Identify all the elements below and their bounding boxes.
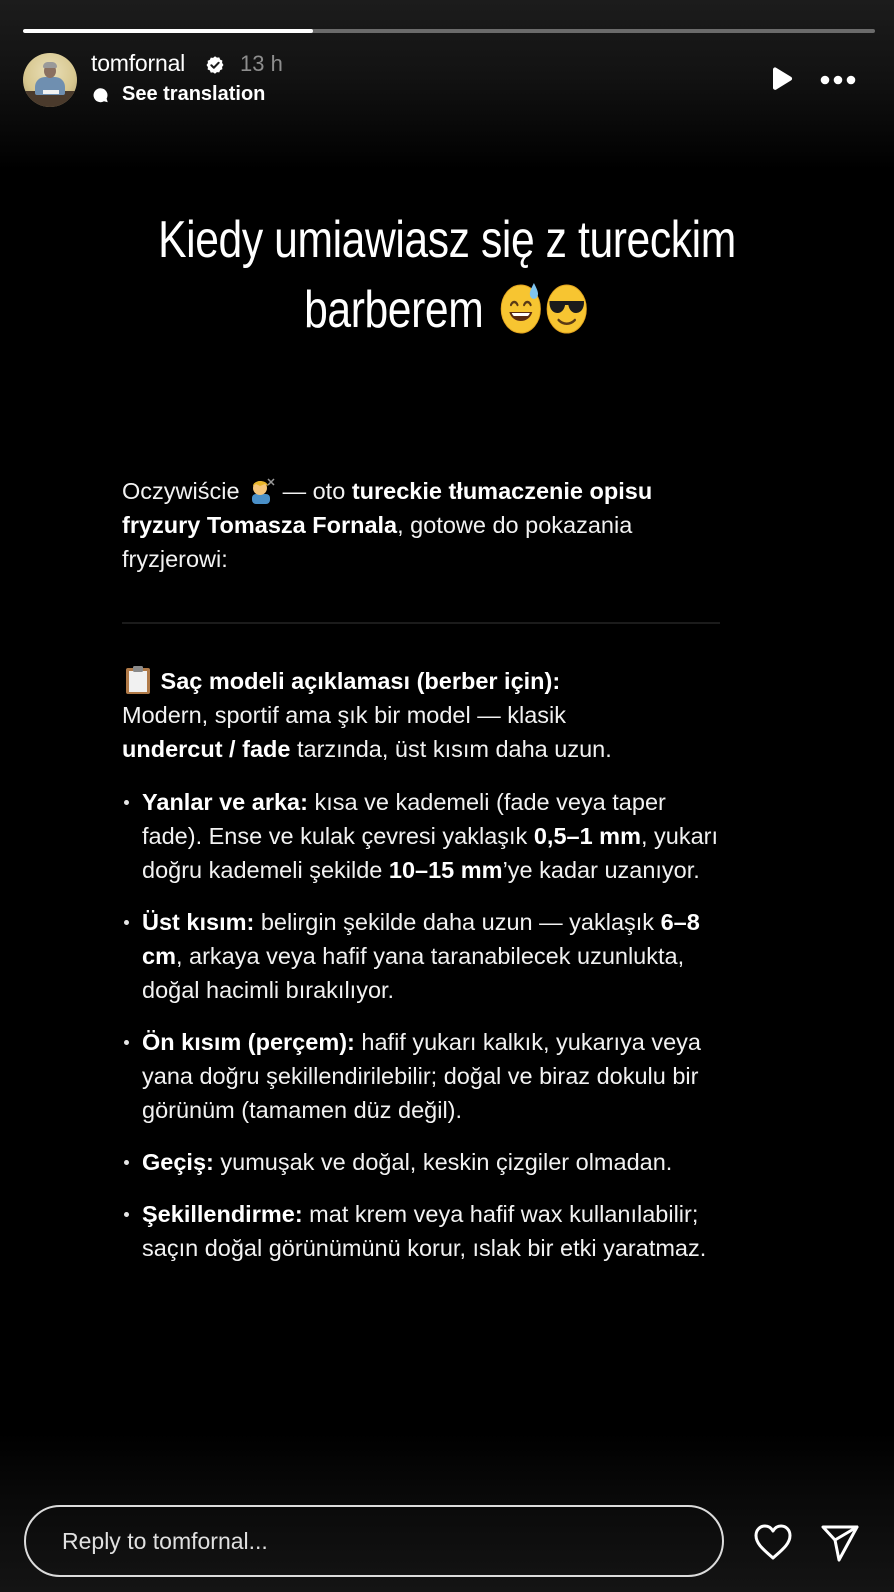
section-bold-text: undercut / fade (122, 736, 291, 762)
bullet-bold-text: 0,5–1 mm (533, 823, 641, 849)
bullet-text: kısa ve kademeli (fade veya taper fade). Ense ve kulak çevresi yaklaşık (142, 789, 666, 849)
section-text: tarzında, üst kısım daha uzun. (290, 736, 612, 762)
bullet-text: hafif yukarı kalkık, yukarıya veya yana doğru şekillendirilebilir; doğal ve biraz dokulu bir görünüm (tamamen düz değil). (142, 1029, 701, 1123)
bullet-text: ’ye kadar uzanıyor. (502, 857, 700, 883)
list-item (122, 1025, 732, 1127)
avatar[interactable] (23, 53, 77, 107)
story-progress-fill (23, 29, 313, 33)
bullet-label: Şekillendirme: (142, 1201, 303, 1227)
bullet-text: mat krem veya hafif wax kullanılabilir; saçın doğal görünümünü korur, ıslak bir etki yaratmaz. (142, 1201, 707, 1261)
divider (122, 622, 720, 624)
bullet-list (122, 785, 732, 1283)
list-item (122, 1197, 732, 1265)
list-item (122, 905, 732, 1007)
story-title (130, 205, 765, 345)
bullet-text: , arkaya veya hafif yana taranabilecek uzunlukta, doğal hacimli bırakılıyor. (142, 943, 685, 1003)
story-title-word: barberem (304, 281, 484, 339)
reply-placeholder: Reply to tomfornal... (62, 1528, 268, 1554)
bullet-text: belirgin şekilde daha uzun — yaklaşık (254, 909, 661, 935)
speech-bubble-icon (92, 87, 109, 104)
bullet-label: Yanlar ve arka: (142, 789, 308, 815)
bullet-dot (124, 1040, 129, 1045)
story-title-line2 (130, 275, 765, 345)
bullet-text: , yukarı doğru kademeli şekilde (142, 823, 719, 883)
bullet-dot (124, 1212, 129, 1217)
more-options-icon[interactable] (818, 70, 862, 90)
send-icon[interactable] (820, 1524, 860, 1562)
sweat-smile-emoji-icon (498, 279, 544, 335)
verified-badge-icon (205, 55, 225, 75)
post-time: 13 h (240, 51, 283, 76)
haircut-emoji-icon (246, 476, 276, 504)
intro-text: Oczywiście (122, 478, 240, 504)
list-item (122, 785, 732, 887)
username-link[interactable]: tomfornal (91, 50, 186, 76)
intro-text: , gotowe do pokazania fryzjerowi: (122, 512, 633, 572)
bullet-dot (124, 920, 129, 925)
bullet-label: Geçiş: (142, 1149, 214, 1175)
bullet-label: Üst kısım: (142, 909, 255, 935)
see-translation-button[interactable]: See translation (122, 83, 266, 105)
story-title-line1: Kiedy umiawiasz się z tureckim (158, 211, 736, 269)
bullet-label: Ön kısım (perçem): (142, 1029, 355, 1055)
heart-icon[interactable] (752, 1522, 794, 1562)
bullet-dot (124, 1160, 129, 1165)
bullet-dot (124, 800, 129, 805)
clipboard-emoji-icon (122, 665, 154, 695)
intro-text: — oto (276, 478, 352, 504)
bullet-bold-text: 10–15 mm (388, 857, 503, 883)
list-item (122, 1145, 732, 1179)
bullet-text: yumuşak ve doğal, keskin çizgiler olmadan. (213, 1149, 673, 1175)
section-text: Modern, sportif ama şık bir model — klasik (122, 702, 567, 728)
bullet-bold-text: 6–8 cm (142, 909, 700, 969)
intro-bold-text: tureckie tłumaczenie opisu fryzury Tomasza Fornala (122, 478, 653, 538)
section-description (122, 664, 722, 766)
story-progress-bar (23, 29, 875, 33)
intro-paragraph (122, 474, 722, 576)
avatar-paper (43, 90, 59, 94)
play-icon[interactable] (765, 64, 797, 96)
section-heading: Saç modeli açıklaması (berber için): (160, 668, 561, 694)
sunglasses-emoji-icon (544, 279, 590, 335)
avatar-hair (43, 62, 57, 68)
reply-input[interactable] (24, 1505, 724, 1577)
